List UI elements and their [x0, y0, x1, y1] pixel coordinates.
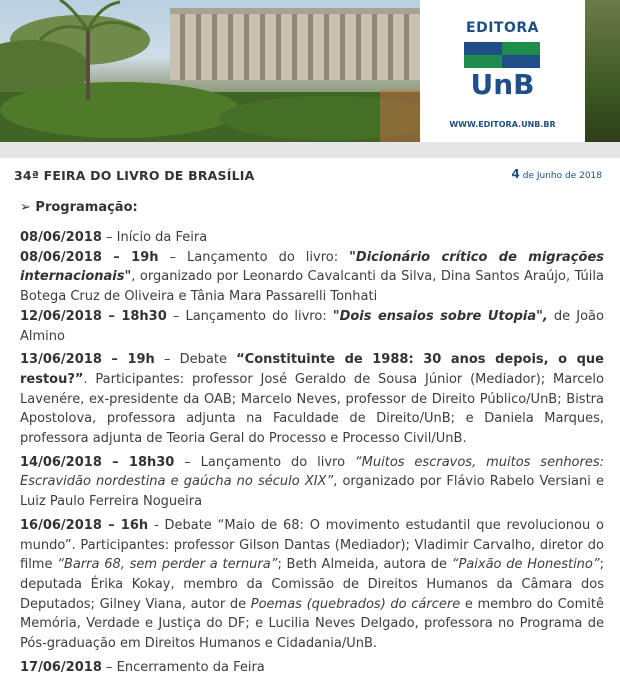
brand-url[interactable]: WWW.EDITORA.UNB.BR — [449, 120, 556, 129]
book-title: "Dicionário crítico de migrações internacionais" — [20, 249, 604, 285]
brand-panel — [420, 0, 585, 142]
date-rest: de Junho de 2018 — [519, 171, 602, 181]
event-text: – Debate — [154, 352, 237, 368]
event-text: ; Beth Almeida, autora de — [277, 557, 452, 573]
event-date: 13/06/2018 – 19h — [20, 352, 155, 368]
section-label: Programação: — [35, 200, 138, 215]
event-date: 08/06/2018 — [20, 230, 102, 245]
book-title: “Muitos escravos, muitos senhores: Escravidão nordestina e gaúcha no século XIX” — [20, 454, 605, 490]
event-text: , organizado por Flávio Rabelo Versiani e Luiz Paulo Ferreira Nogueira — [20, 474, 604, 510]
event-item — [20, 228, 604, 346]
event-item — [20, 453, 604, 512]
section-heading — [20, 200, 138, 215]
brand-name: UnB — [470, 68, 535, 101]
event-text: de João Almino — [20, 308, 604, 344]
book-title: Poemas (quebrados) do cárcere — [250, 596, 461, 612]
event-sep: – — [101, 659, 117, 675]
event-text: , organizado por Leonardo Cavalcanti da Silva, Dina Santos Araújo, Túila Botega Cruz de Oliveira e Tânia Mara Passarelli Tonhati — [20, 269, 604, 305]
book-title: "Dois ensaios sobre Utopia", — [332, 308, 548, 324]
banner-right-photo — [585, 0, 620, 142]
building-photo-art — [0, 0, 420, 142]
film-title: “Barra 68, sem perder a ternura” — [57, 557, 278, 573]
book-title: “Paixão de Honestino” — [451, 557, 600, 573]
event-text: – Lançamento do livro: — [166, 308, 333, 324]
debate-topic: “Constituinte de 1988: 30 anos depois, o que restou?” — [20, 352, 605, 387]
banner — [0, 0, 620, 158]
event-date: 17/06/2018 — [20, 659, 102, 675]
unb-logo-icon — [464, 42, 540, 68]
event-text: - Debate “Maio de 68: O movimento estudantil que revolucionou o mundo”. Participantes: professor Gilson Dantas (Mediador); Vladimir Carvalho, diretor do filme — [20, 517, 604, 573]
event-item — [20, 516, 604, 654]
banner-photo — [0, 0, 420, 142]
event-text: . Participantes: professor José Geraldo de Sousa Júnior (Mediador); Marcelo Lavenére, ex-presidente da OAB; Marcelo Neves, professor de Direito Público/UnB; Bistra Apostolova, professora adjunta na Faculdade de Direito/UnB; e Daniela Marques, professora adjunta de Teoria Geral do Processo e Processo Civil/UnB. — [20, 371, 604, 447]
event-text: Início da Feira — [116, 230, 208, 245]
event-item — [20, 350, 604, 449]
arrow-icon: ➢ — [20, 200, 36, 215]
event-sep: – — [101, 230, 117, 245]
event-text: Encerramento da Feira — [116, 659, 265, 675]
event-text: e membro do Comitê Memória, Verdade e Justiça do DF; e Lucilia Neves Delgado, professora no Programa de Pós-graduação em Direitos Humanos e Cidadania/UnB. — [20, 596, 605, 652]
article-date — [512, 167, 602, 181]
event-text: – Lançamento do livro — [174, 454, 355, 470]
event-list — [20, 228, 604, 681]
event-text: ; deputada Érika Kokay, membro da Comissão de Direitos Humanos da Câmara dos Deputados; Gilney Viana, autor de — [20, 557, 604, 612]
event-text: – Lançamento do livro: — [158, 249, 350, 265]
banner-divider — [0, 142, 620, 158]
event-item — [20, 658, 604, 678]
article-header — [0, 158, 620, 190]
article — [0, 158, 620, 675]
page-title: 34ª FEIRA DO LIVRO DE BRASÍLIA — [14, 168, 255, 183]
event-date: 08/06/2018 – 19h — [20, 249, 159, 265]
date-day: 4 — [511, 167, 520, 181]
event-date: 12/06/2018 – 18h30 — [20, 308, 167, 324]
event-date: 16/06/2018 – 16h — [20, 517, 149, 533]
event-date: 14/06/2018 – 18h30 — [20, 454, 175, 470]
brand-top-label: EDITORA — [466, 20, 539, 36]
